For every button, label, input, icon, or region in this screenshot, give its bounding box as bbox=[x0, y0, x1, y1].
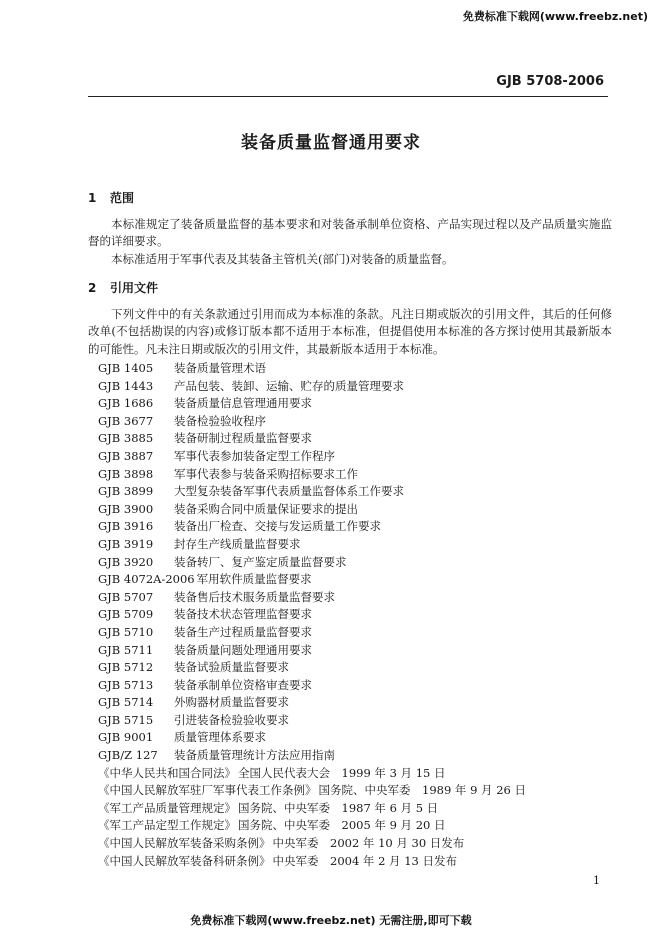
reference-code: 《军工产品定型工作规定》 bbox=[98, 818, 236, 833]
document-title: 装备质量监督通用要求 bbox=[241, 133, 421, 153]
reference-title: 国务院、中央军委 1989 年 9 月 26 日 bbox=[318, 783, 526, 798]
section-number: 1 bbox=[88, 191, 97, 205]
reference-code: GJB 5709 bbox=[98, 607, 154, 622]
reference-item bbox=[88, 835, 612, 853]
section-title: 引用文件 bbox=[110, 281, 159, 295]
reference-item bbox=[88, 518, 612, 536]
reference-code: GJB 3887 bbox=[98, 448, 154, 463]
reference-title: 中央军委 2004 年 2 月 13 日发布 bbox=[272, 853, 457, 868]
reference-code: GJB 3919 bbox=[98, 536, 154, 551]
reference-item bbox=[88, 624, 612, 642]
reference-code: GJB 9001 bbox=[98, 730, 154, 745]
page-number: 1 bbox=[593, 874, 600, 887]
reference-item bbox=[88, 483, 612, 501]
reference-title: 引进装备检验验收要求 bbox=[174, 712, 289, 727]
reference-item bbox=[88, 606, 612, 624]
reference-title: 装备技术状态管理监督要求 bbox=[174, 607, 312, 622]
reference-code: 《军工产品质量管理规定》 bbox=[98, 800, 236, 815]
section-number: 2 bbox=[88, 281, 97, 295]
reference-title: 军用软件质量监督要求 bbox=[196, 572, 312, 587]
reference-item bbox=[88, 782, 612, 800]
reference-code: GJB 3899 bbox=[98, 484, 154, 499]
section-heading bbox=[88, 280, 612, 298]
reference-title: 外购器材质量监督要求 bbox=[174, 695, 289, 710]
paragraph: 本标准规定了装备质量监督的基本要求和对装备承制单位资格、产品实现过程以及产品质量实施监督的详细要求。 bbox=[88, 216, 612, 248]
reference-code: GJB 5707 bbox=[98, 589, 154, 604]
standard-code: GJB 5708-2006 bbox=[496, 74, 604, 89]
reference-title: 装备承制单位资格审查要求 bbox=[174, 677, 312, 692]
reference-title: 装备质量管理术语 bbox=[174, 361, 266, 375]
reference-item bbox=[88, 642, 612, 660]
reference-code: GJB 5712 bbox=[98, 660, 154, 675]
section-references bbox=[88, 280, 612, 870]
reference-list bbox=[88, 360, 612, 870]
reference-title: 装备采购合同中质量保证要求的提出 bbox=[174, 501, 358, 516]
reference-code: GJB 5715 bbox=[98, 712, 154, 727]
site-banner-top: 免费标准下载网(www.freebz.net) bbox=[462, 10, 648, 23]
reference-code: GJB 3885 bbox=[98, 431, 154, 446]
reference-title: 装备售后技术服务质量监督要求 bbox=[174, 589, 335, 604]
reference-title: 全国人民代表大会 1999 年 3 月 15 日 bbox=[238, 765, 446, 780]
reference-item bbox=[88, 430, 612, 448]
reference-title: 国务院、中央军委 1987 年 6 月 5 日 bbox=[238, 800, 439, 815]
reference-code: GJB 3916 bbox=[98, 519, 154, 534]
reference-code: GJB 3900 bbox=[98, 501, 154, 516]
reference-item bbox=[88, 554, 612, 572]
reference-item bbox=[88, 729, 612, 747]
reference-item bbox=[88, 501, 612, 519]
paragraph: 下列文件中的有关条款通过引用而成为本标准的条款。凡注日期或版次的引用文件，其后的任何修改单(不包括勘误的内容)或修订版本都不适用于本标准，但提倡使用本标准的各方探讨使用其最新版本的可能性。凡未注日期或版次的引用文件，其最新版本适用于本标准。 bbox=[88, 306, 612, 356]
reference-item bbox=[88, 466, 612, 484]
reference-title: 军事代表参与装备采购招标要求工作 bbox=[174, 466, 358, 481]
reference-code: GJB 5713 bbox=[98, 677, 154, 692]
reference-code: GJB 5710 bbox=[98, 624, 154, 639]
section-heading bbox=[88, 190, 612, 208]
reference-item bbox=[88, 677, 612, 695]
reference-title: 国务院、中央军委 2005 年 9 月 20 日 bbox=[238, 818, 446, 833]
reference-item bbox=[88, 395, 612, 413]
reference-code: GJB 1443 bbox=[98, 378, 154, 393]
reference-title: 军事代表参加装备定型工作程序 bbox=[174, 448, 335, 463]
reference-title: 中央军委 2002 年 10 月 30 日发布 bbox=[272, 836, 465, 851]
reference-item bbox=[88, 360, 612, 378]
reference-code: 《中国人民解放军装备科研条例》 bbox=[98, 853, 271, 868]
reference-item bbox=[88, 536, 612, 554]
section-title: 范围 bbox=[110, 191, 135, 205]
section-scope bbox=[88, 190, 612, 268]
header-rule bbox=[88, 96, 608, 97]
site-banner-bottom: 免费标准下载网(www.freebz.net) 无需注册,即可下载 bbox=[190, 914, 472, 927]
reference-code: GJB/Z 127 bbox=[98, 748, 158, 763]
reference-title: 装备质量问题处理通用要求 bbox=[174, 642, 312, 657]
reference-title: 装备质量信息管理通用要求 bbox=[174, 396, 312, 411]
reference-item bbox=[88, 800, 612, 818]
reference-item bbox=[88, 448, 612, 466]
reference-code: GJB 5714 bbox=[98, 695, 154, 710]
document-body bbox=[88, 186, 612, 870]
reference-title: 装备转厂、复产鉴定质量监督要求 bbox=[174, 554, 347, 569]
reference-code: GJB 3677 bbox=[98, 413, 154, 428]
reference-code: GJB 1405 bbox=[98, 361, 154, 375]
reference-item bbox=[88, 659, 612, 677]
reference-item bbox=[88, 712, 612, 730]
reference-title: 大型复杂装备军事代表质量监督体系工作要求 bbox=[174, 484, 404, 499]
reference-title: 装备生产过程质量监督要求 bbox=[174, 624, 312, 639]
reference-title: 装备质量管理统计方法应用指南 bbox=[174, 748, 335, 763]
reference-code: 《中国人民解放军驻厂军事代表工作条例》 bbox=[98, 783, 317, 798]
reference-code: GJB 1686 bbox=[98, 396, 154, 411]
reference-item bbox=[88, 853, 612, 871]
paragraph: 本标准适用于军事代表及其装备主管机关(部门)对装备的质量监督。 bbox=[111, 251, 454, 266]
reference-code: GJB 4072A-2006 bbox=[98, 572, 195, 587]
reference-item bbox=[88, 694, 612, 712]
reference-title: 装备出厂检查、交接与发运质量工作要求 bbox=[174, 519, 381, 534]
reference-title: 装备试验质量监督要求 bbox=[174, 660, 289, 675]
reference-code: GJB 3920 bbox=[98, 554, 154, 569]
reference-item bbox=[88, 571, 612, 589]
spacer bbox=[88, 268, 612, 276]
reference-item bbox=[88, 589, 612, 607]
reference-item bbox=[88, 747, 612, 765]
reference-code: 《中华人民共和国合同法》 bbox=[98, 765, 236, 780]
reference-code: 《中国人民解放军装备采购条例》 bbox=[98, 836, 271, 851]
reference-code: GJB 3898 bbox=[98, 466, 154, 481]
reference-item bbox=[88, 765, 612, 783]
reference-item bbox=[88, 378, 612, 396]
reference-item bbox=[88, 413, 612, 431]
reference-title: 装备研制过程质量监督要求 bbox=[174, 431, 312, 446]
reference-item bbox=[88, 817, 612, 835]
reference-title: 封存生产线质量监督要求 bbox=[174, 536, 301, 551]
reference-title: 产品包装、装卸、运输、贮存的质量管理要求 bbox=[174, 378, 404, 393]
reference-code: GJB 5711 bbox=[98, 642, 154, 657]
reference-title: 装备检验验收程序 bbox=[174, 413, 266, 428]
reference-title: 质量管理体系要求 bbox=[174, 730, 266, 745]
